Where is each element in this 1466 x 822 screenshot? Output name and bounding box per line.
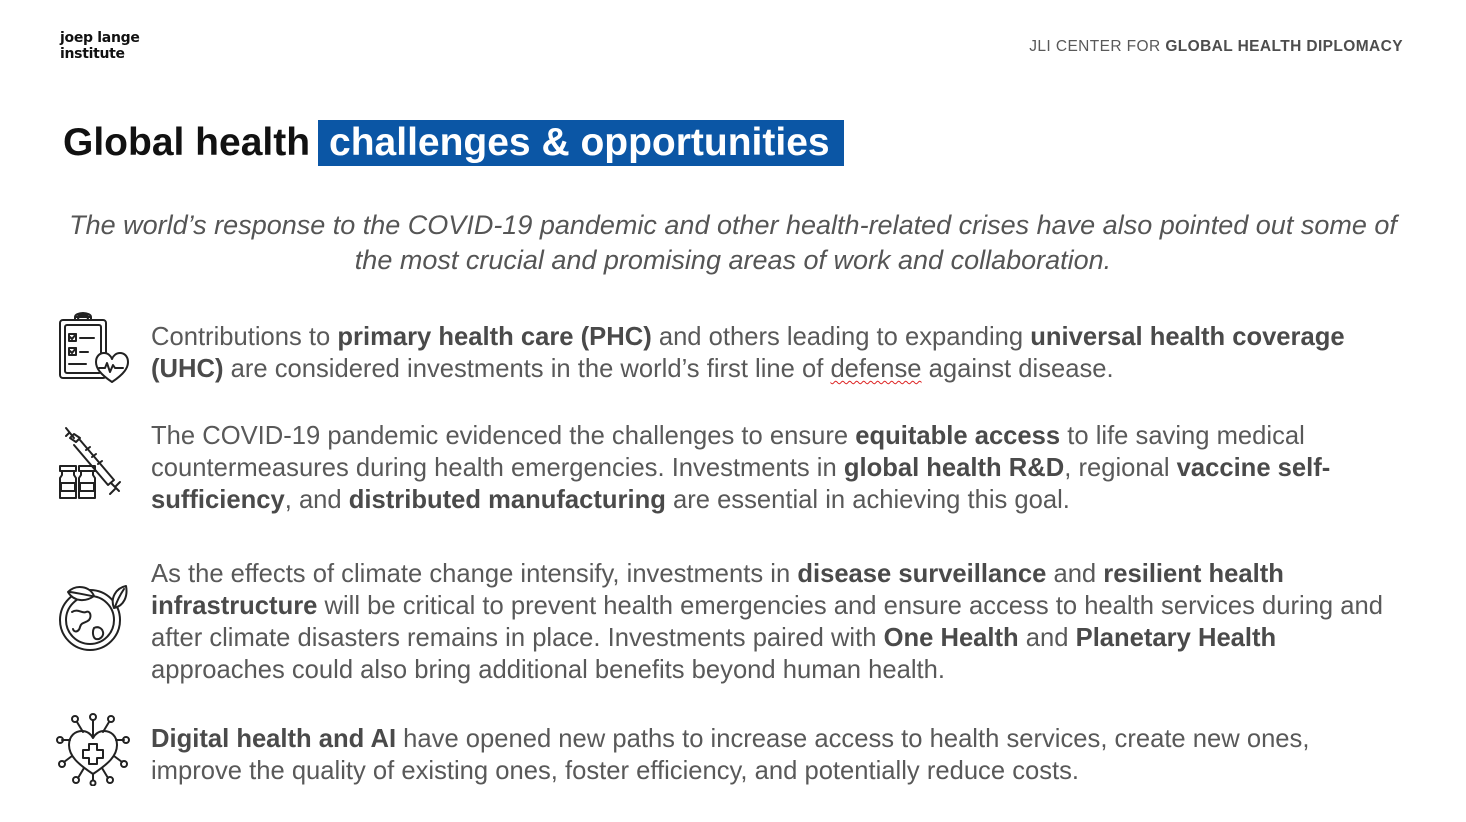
text-run: will be critical to prevent health emergencies and ensure access to health services during and after climate disasters remains in place. Investments paired with bbox=[151, 592, 1383, 652]
bold-term: distributed manufacturing bbox=[348, 486, 666, 514]
digital-heart-icon bbox=[56, 712, 130, 786]
page-title bbox=[63, 120, 844, 166]
item-text-climate bbox=[151, 558, 1406, 686]
center-name-bold: GLOBAL HEALTH DIPLOMACY bbox=[1165, 38, 1403, 55]
clipboard-heart-icon bbox=[56, 312, 130, 386]
text-run: The COVID-19 pandemic evidenced the challenges to ensure bbox=[151, 422, 856, 450]
item-text-phc bbox=[151, 321, 1406, 385]
text-run: are considered investments in the world’s first line of bbox=[223, 355, 831, 383]
title-plain: Global health bbox=[63, 121, 311, 164]
text-run: and others leading to expanding bbox=[651, 323, 1031, 351]
center-name-prefix: JLI CENTER FOR bbox=[1029, 38, 1166, 55]
globe-leaf-icon bbox=[56, 580, 130, 654]
bold-term: global health R&D bbox=[843, 454, 1065, 482]
bold-term: equitable access bbox=[855, 422, 1061, 450]
bold-term: Planetary Health bbox=[1075, 624, 1277, 652]
text-run: approaches could also bring additional benefits beyond human health. bbox=[151, 656, 945, 684]
intro-text: The world’s response to the COVID-19 pandemic and other health-related crises have also pointed out some of the most crucial and promising areas of work and collaboration. bbox=[69, 210, 1397, 275]
logo-line-1: joep lange bbox=[60, 30, 140, 46]
bold-term: Digital health and AI bbox=[151, 725, 397, 753]
bold-term: resilient health infrastructure bbox=[151, 560, 1284, 620]
spellcheck-word: defense bbox=[830, 355, 922, 383]
jli-logo bbox=[60, 30, 140, 62]
item-text-digital bbox=[151, 723, 1406, 787]
text-run: and bbox=[1018, 624, 1076, 652]
text-run: to life saving medical countermeasures during health emergencies. Investments in bbox=[151, 422, 1305, 482]
text-run: are essential in achieving this goal. bbox=[665, 486, 1070, 514]
text-run: , and bbox=[284, 486, 349, 514]
text-run: against disease. bbox=[921, 355, 1114, 383]
bold-term: primary health care (PHC) bbox=[337, 323, 652, 351]
title-highlight: challenges & opportunities bbox=[318, 120, 844, 166]
bold-term: vaccine self-sufficiency bbox=[151, 454, 1331, 514]
text-run: have opened new paths to increase access to health services, create new ones, improve the quality of existing ones, foster efficiency, and potentially reduce costs. bbox=[151, 725, 1310, 785]
bold-term: universal health coverage (UHC) bbox=[151, 323, 1345, 383]
text-run: Contributions to bbox=[151, 323, 338, 351]
bold-term: disease surveillance bbox=[797, 560, 1047, 588]
text-run: As the effects of climate change intensify, investments in bbox=[151, 560, 798, 588]
syringe-vials-icon bbox=[56, 426, 130, 500]
text-run: and bbox=[1046, 560, 1104, 588]
center-name bbox=[1029, 38, 1403, 56]
bold-term: One Health bbox=[883, 624, 1019, 652]
text-run: , regional bbox=[1064, 454, 1177, 482]
item-text-access bbox=[151, 420, 1406, 516]
logo-line-2: institute bbox=[60, 46, 125, 62]
